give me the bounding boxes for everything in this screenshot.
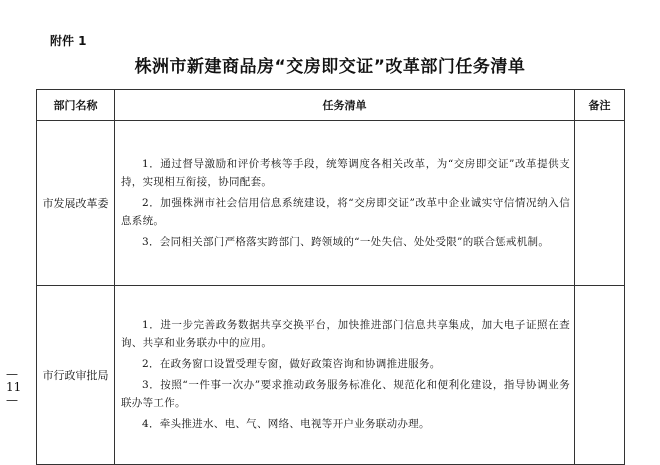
table-header-row xyxy=(37,90,625,121)
page-number: — 11 — xyxy=(6,367,22,408)
task-item: 2．在政务窗口设置受理专窗，做好政策咨询和协调推进服务。 xyxy=(142,358,441,370)
department-cell: 市发展改革委 xyxy=(37,121,115,286)
department-cell: 市行政审批局 xyxy=(37,286,115,465)
column-header-remarks: 备注 xyxy=(575,90,625,121)
task-item: 1．进一步完善政务数据共享交换平台，加快推进部门信息共享集成，加大电子证照在查询、共享和业务联办中的应用。 xyxy=(121,319,570,349)
remark-cell xyxy=(575,121,625,286)
task-item: 3．会同相关部门严格落实跨部门、跨领域的“一处失信、处处受限”的联合惩戒机制。 xyxy=(142,235,550,248)
table-row xyxy=(37,121,625,286)
task-item: 1．通过督导激励和评价考核等手段，统筹调度各相关改革，为“交房即交证”改革提供支持，实现相互衔接，协同配套。 xyxy=(121,157,570,188)
task-item: 4．牵头推进水、电、气、网络、电视等开户业务联动办理。 xyxy=(142,418,430,430)
attachment-label: 附件 1 xyxy=(50,34,87,48)
table-row xyxy=(37,286,625,465)
task-list-cell xyxy=(115,286,575,465)
task-item: 2．加强株洲市社会信用信息系统建设，将“交房即交证”改革中企业诚实守信情况纳入信息系统。 xyxy=(121,196,570,227)
task-item: 3．按照“一件事一次办”要求推动政务服务标准化、规范化和便利化建设，指导协调业务联办等工作。 xyxy=(121,379,570,409)
remark-cell xyxy=(575,286,625,465)
task-list-cell xyxy=(115,121,575,286)
column-header-tasks: 任务清单 xyxy=(115,90,575,121)
task-table xyxy=(36,89,625,465)
column-header-department: 部门名称 xyxy=(37,90,115,121)
document-title: 株洲市新建商品房“交房即交证”改革部门任务清单 xyxy=(134,57,526,77)
